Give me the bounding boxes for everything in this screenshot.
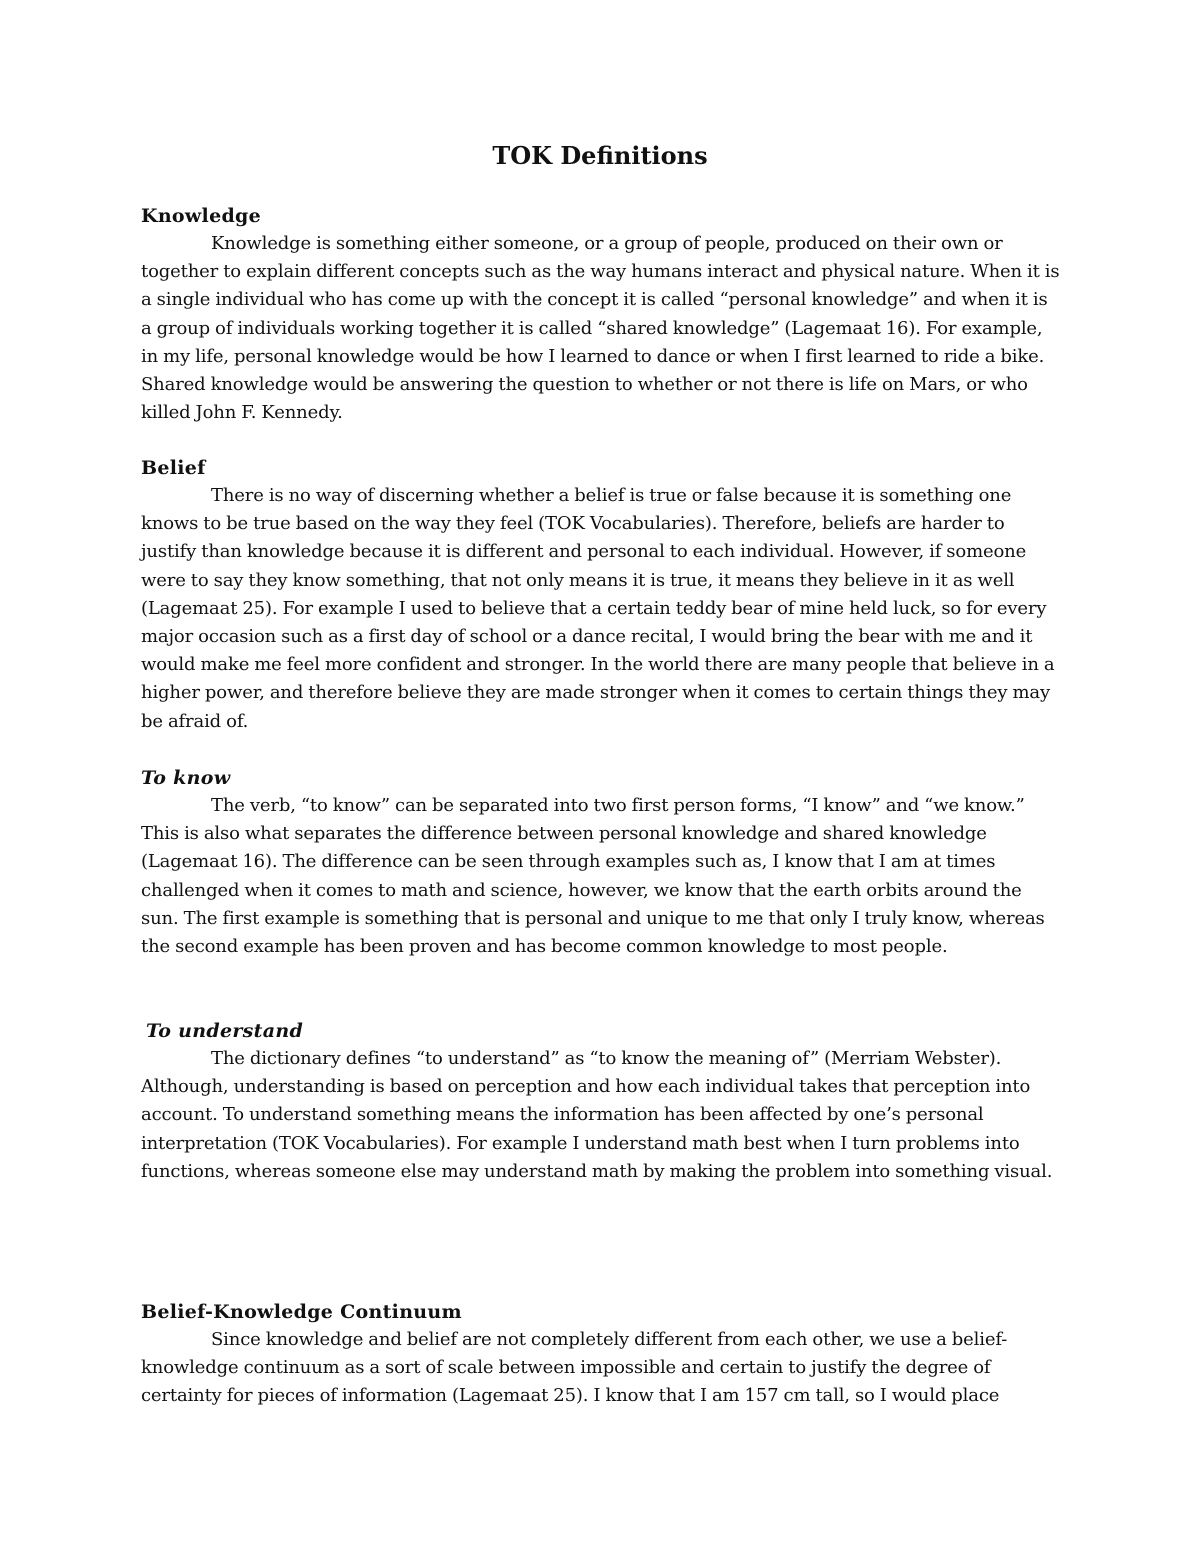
section-body-to-understand: The dictionary defines “to understand” as “to know the meaning of” (Merriam Webster). Although, understanding is based on perception and how each individual takes that perception into account. To understand something means the information has been affected by one’s personal interpretation (TOK Vocabularies). For example I understand math best when I turn problems into functions, whereas someone else may understand math by making the problem into something visual. (141, 1048, 1053, 1182)
section-body-belief: There is no way of discerning whether a belief is true or false because it is something one knows to be true based on the way they feel (TOK Vocabularies). Therefore, beliefs are harder to justify than knowledge because it is different and personal to each individual. However, if someone were to say they know something, that not only means it is true, it means they believe in it as well (Lagemaat 25). For example I used to believe that a certain teddy bear of mine held luck, so for every major occasion such as a first day of school or a dance recital, I would bring the bear with me and it would make me feel more confident and stronger. In the world there are many people that believe in a higher power, and therefore believe they are made stronger when it comes to certain things they may be afraid of. (141, 485, 1055, 732)
section-heading-to-understand: To understand (146, 1020, 304, 1042)
section-body-knowledge: Knowledge is something either someone, or a group of people, produced on their own or together to explain different concepts such as the way humans interact and physical nature. When it is a single individual who has come up with the concept it is called “personal knowledge” and when it is a group of individuals working together it is called “shared knowledge” (Lagemaat 16). For example, in my life, personal knowledge would be how I learned to dance or when I first learned to ride a bike. Shared knowledge would be answering the question to whether or not there is life on Mars, or who killed John F. Kennedy. (141, 233, 1060, 424)
section-body-belief-knowledge-continuum: Since knowledge and belief are not completely different from each other, we use a belief-knowledge continuum as a sort of scale between impossible and certain to justify the degree of certainty for pieces of information (Lagemaat 25). I know that I am 157 cm tall, so I would place (141, 1329, 1008, 1407)
document-title: TOK Definitions (492, 141, 708, 170)
section-heading-belief: Belief (141, 457, 206, 479)
section-heading-belief-knowledge-continuum: Belief-Knowledge Continuum (141, 1301, 462, 1323)
section-to-understand (141, 1017, 1061, 1186)
section-belief (141, 454, 1061, 736)
section-to-know (141, 764, 1061, 961)
section-heading-knowledge: Knowledge (141, 205, 262, 227)
section-body-to-know: The verb, “to know” can be separated into two first person forms, “I know” and “we know.” This is also what separates the difference between personal knowledge and shared knowledge (Lagemaat 16). The difference can be seen through examples such as, I know that I am at times challenged when it comes to math and science, however, we know that the earth orbits around the sun. The first example is something that is personal and unique to me that only I truly know, whereas the second example has been proven and has become common knowledge to most people. (141, 795, 1045, 958)
section-heading-to-know: To know (141, 767, 231, 789)
section-belief-knowledge-continuum (141, 1298, 1061, 1411)
section-knowledge (141, 202, 1061, 427)
